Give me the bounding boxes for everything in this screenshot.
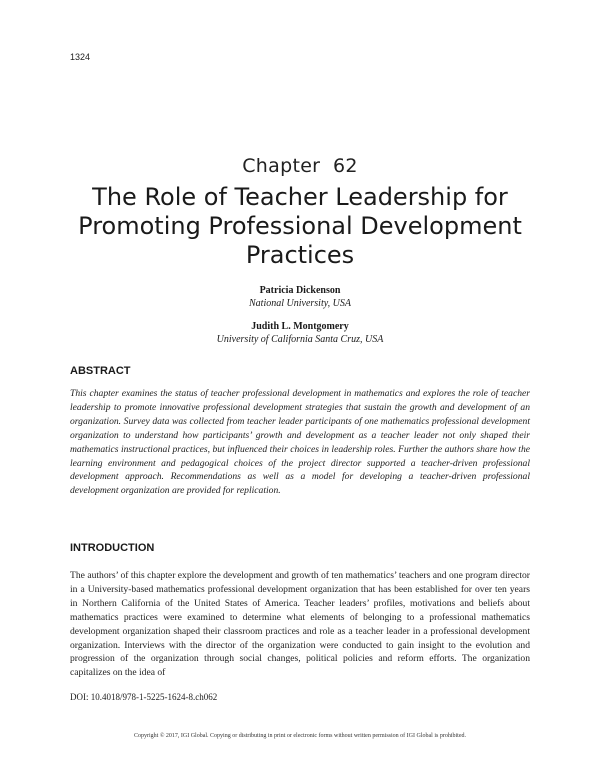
abstract-heading: ABSTRACT (70, 365, 131, 377)
author-block-2 (0, 320, 600, 346)
doi-line: DOI: 10.4018/978-1-5225-1624-8.ch062 (70, 692, 218, 702)
author-name: Judith L. Montgomery (251, 321, 349, 332)
author-affiliation: National University, USA (249, 298, 351, 309)
introduction-heading: INTRODUCTION (70, 542, 155, 554)
author-block-1 (0, 284, 600, 310)
abstract-text: This chapter examines the status of teacher professional development in mathematics and explores the role of teacher leadership to promote innovative professional development strategies that sustain the growth and development of an organization. Survey data was collected from teacher leader participants of one mathematics professional development organization to understand how participants’ growth and development as a teacher leader not only shaped their mathematics instructional practices, but influenced their choices in leadership roles. Further the authors share how the learning environment and pedagogical choices of the project director supported a teacher-driven professional development approach. Recommendations as well as a model for developing a teacher-driven professional development organization are provided for replication. (70, 388, 530, 497)
author-name: Patricia Dickenson (259, 285, 341, 296)
author-affiliation: University of California Santa Cruz, USA (216, 334, 384, 345)
page-number: 1324 (70, 52, 91, 62)
copyright-notice: Copyright © 2017, IGI Global. Copying or distributing in print or electronic forms without written permission of IGI Global is prohibited. (133, 733, 466, 739)
chapter-title: The Role of Teacher Leadership for Promoting Professional Development Practices (78, 183, 522, 269)
chapter-label: Chapter 62 (242, 155, 358, 177)
introduction-text: The authors’ of this chapter explore the development and growth of ten mathematics’ teachers and one program director in a University-based mathematics professional development organization that has been established for over ten years in Northern California of the United States of America. Teacher leaders’ profiles, motivations and beliefs about mathematics practices were examined to determine what elements of belonging to a professional mathematics development organization shaped their classroom practices and role as a teacher leader in a professional development organization. Interviews with the director of the organization were conducted to gain insight to the evolution and progression of the organization through social changes, political policies and reform efforts. The organization capitalizes on the idea of (70, 570, 530, 679)
